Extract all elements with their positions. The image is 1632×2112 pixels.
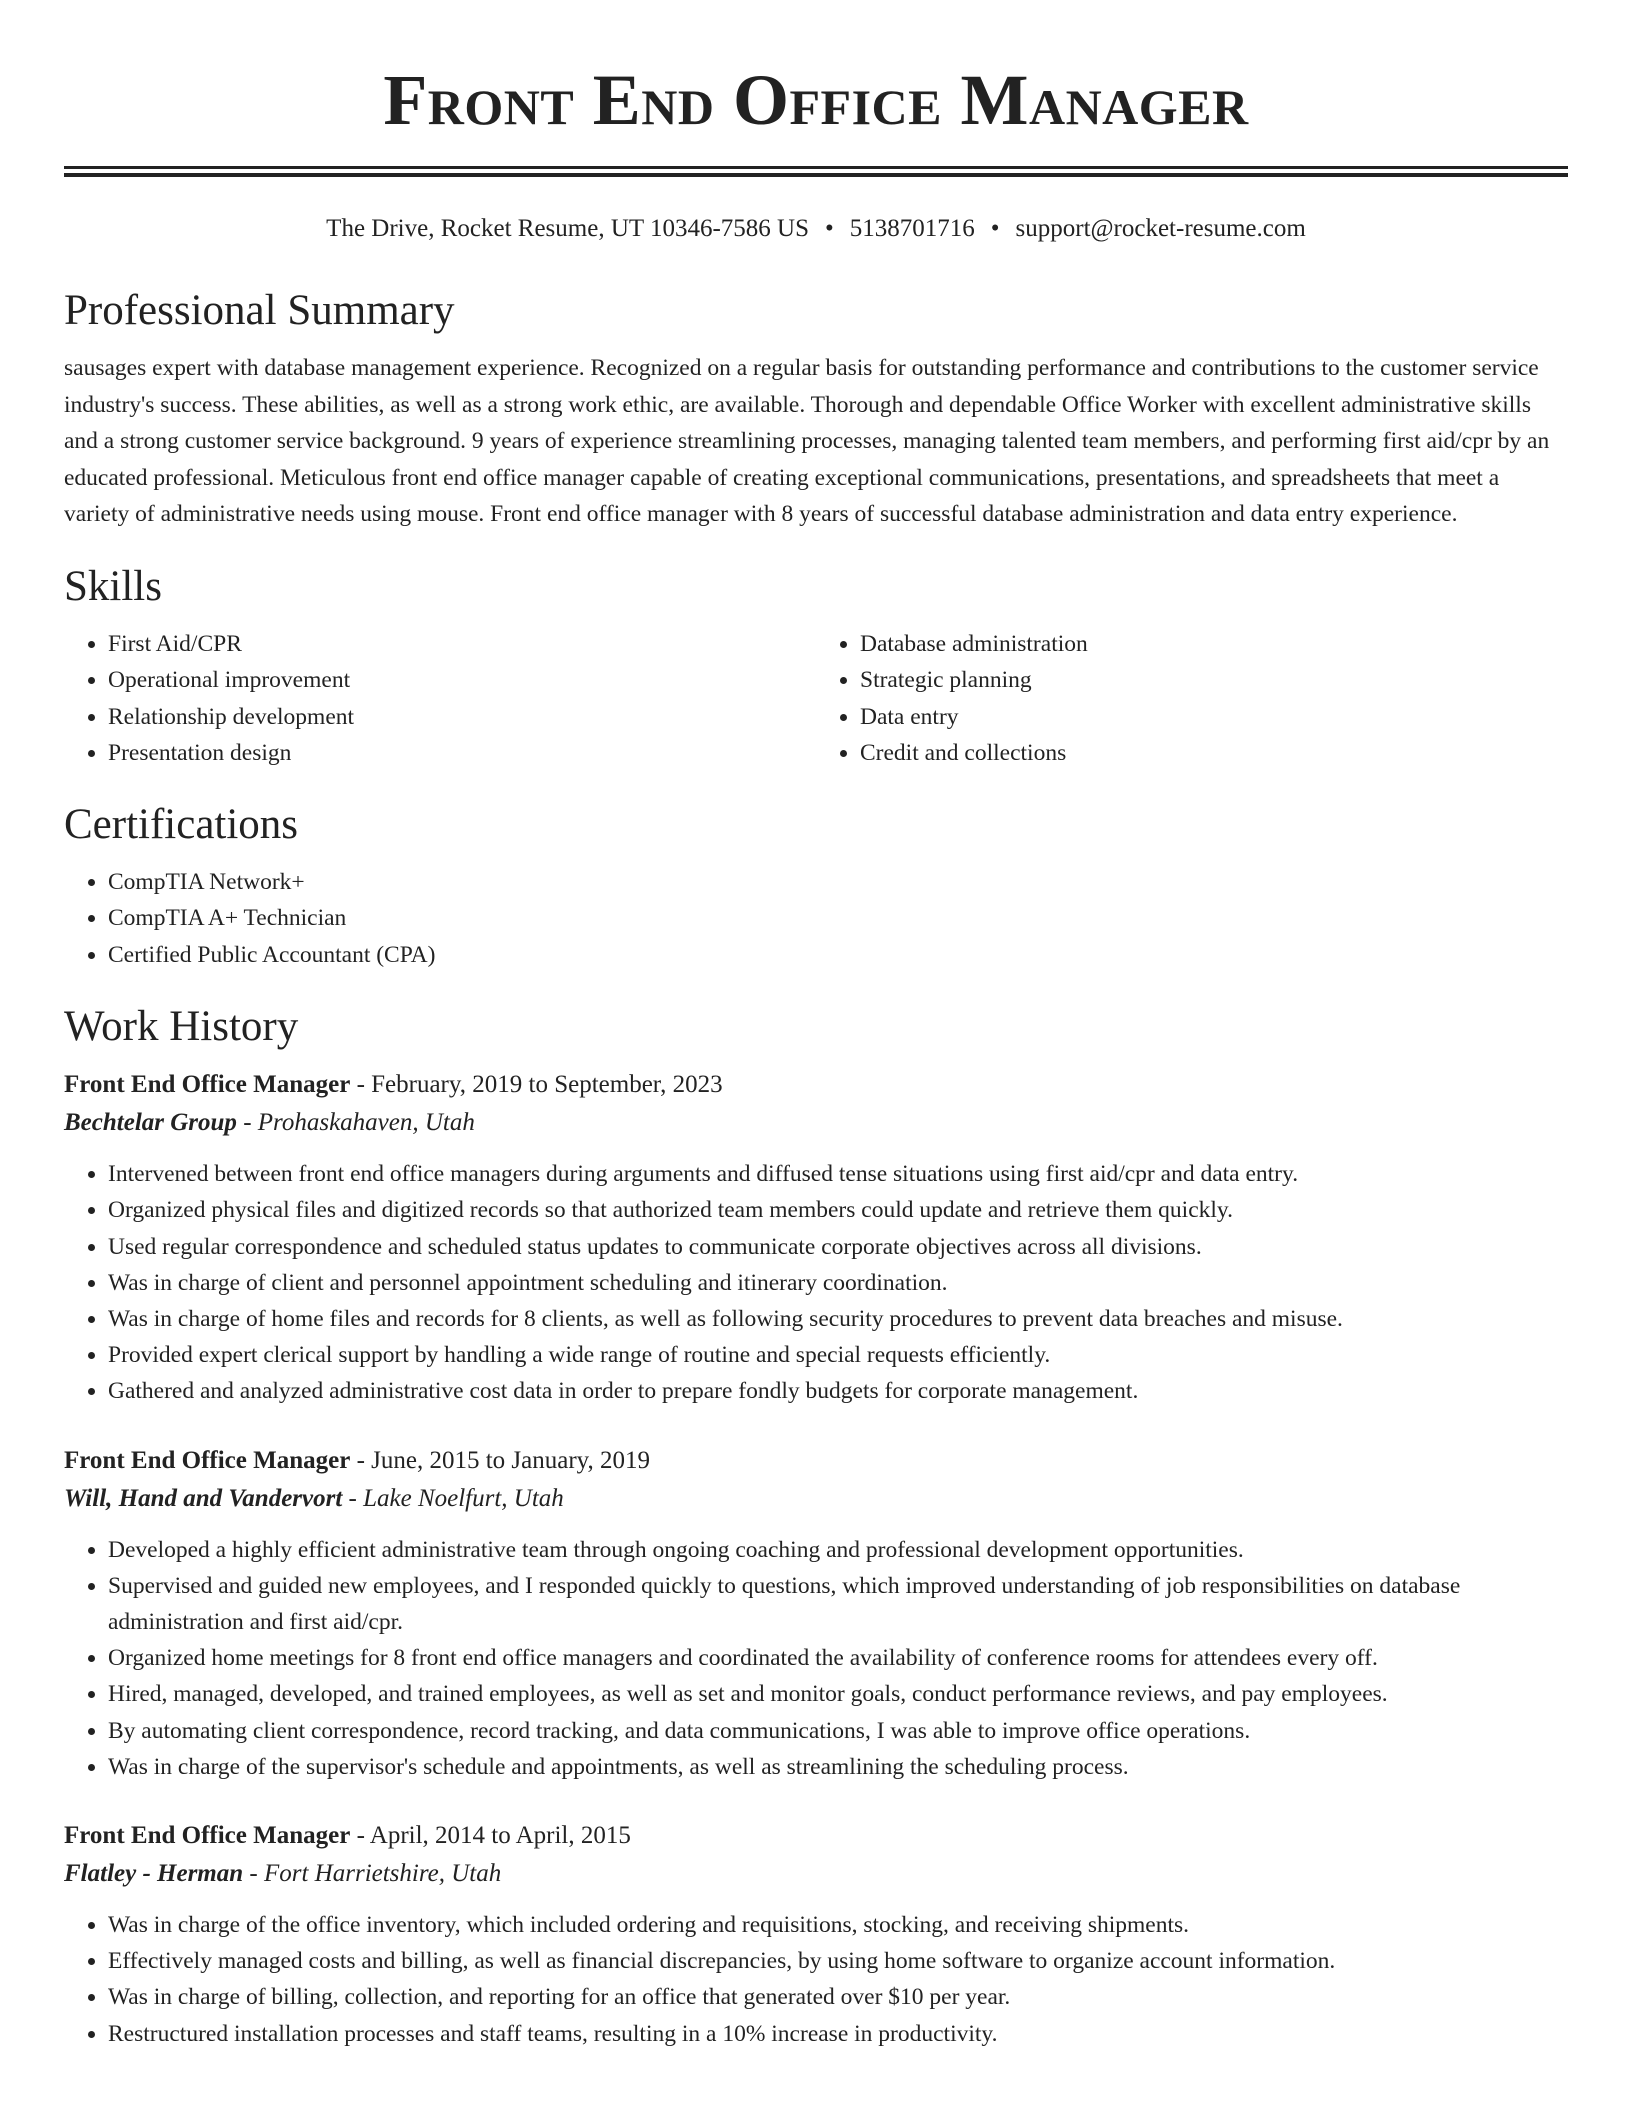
job-dates: - April, 2014 to April, 2015 [350, 1821, 631, 1849]
job-location: - Lake Noelfurt, Utah [342, 1484, 564, 1512]
job-title: Front End Office Manager [64, 1071, 351, 1099]
certification-item: • CompTIA Network+ [108, 864, 1568, 900]
job-company: Bechtelar Group [64, 1109, 237, 1137]
skill-item: • Presentation design [108, 735, 816, 771]
job-company-line [64, 1480, 1568, 1518]
skills-list-right [816, 626, 1568, 771]
contact-address: The Drive, Rocket Resume, UT 10346-7586 US [326, 215, 809, 242]
certification-item: • Certified Public Accountant (CPA) [108, 937, 1568, 973]
skill-item: • First Aid/CPR [108, 626, 816, 662]
section-heading-skills: Skills [64, 562, 162, 610]
professional-summary-section [64, 287, 1568, 533]
certification-item: • CompTIA A+ Technician [108, 900, 1568, 936]
job-title: Front End Office Manager [64, 1446, 351, 1474]
work-history-section [64, 1003, 1568, 2052]
job-bullets [64, 1156, 1568, 1409]
skill-item: • Credit and collections [860, 735, 1568, 771]
section-heading-certifications: Certifications [64, 800, 299, 848]
job-location: - Fort Harrietshire, Utah [243, 1859, 502, 1887]
skill-item: • Operational improvement [108, 662, 816, 698]
job-bullet: • Organized physical files and digitized records so that authorized team members could update and retrieve them quickly. [108, 1192, 1568, 1228]
contact-line [64, 215, 1568, 243]
job-bullet: • By automating client correspondence, record tracking, and data communications, I was able to improve office operations. [108, 1713, 1568, 1749]
job-title-line [64, 1442, 1568, 1480]
skill-item: • Data entry [860, 699, 1568, 735]
job-entry [64, 1817, 1568, 2052]
separator-dot: • [990, 215, 1000, 242]
job-bullet: • Effectively managed costs and billing, as well as financial discrepancies, by using home software to organize account information. [108, 1943, 1568, 1979]
job-dates: - June, 2015 to January, 2019 [350, 1446, 651, 1474]
certifications-list [64, 864, 1568, 973]
job-bullet: • Was in charge of home files and records for 8 clients, as well as following security procedures to prevent data breaches and misuse. [108, 1301, 1568, 1337]
job-title: Front End Office Manager [64, 1821, 351, 1849]
job-bullet: • Was in charge of billing, collection, and reporting for an office that generated over $10 per year. [108, 1979, 1568, 2015]
job-bullet: • Restructured installation processes and staff teams, resulting in a 10% increase in productivity. [108, 2016, 1568, 2052]
job-title-line [64, 1066, 1568, 1104]
contact-phone: 5138701716 [849, 215, 975, 242]
job-bullet: • Hired, managed, developed, and trained employees, as well as set and monitor goals, conduct performance reviews, and pay employees. [108, 1676, 1568, 1712]
page-title: Front End Office Manager [383, 60, 1249, 140]
skills-columns [64, 626, 1568, 771]
separator-dot: • [824, 215, 834, 242]
job-company: Flatley - Herman [64, 1859, 244, 1887]
job-bullet: • Supervised and guided new employees, and I responded quickly to questions, which improved understanding of job responsibilities on database administration and first aid/cpr. [108, 1568, 1568, 1640]
job-bullets [64, 1532, 1568, 1785]
summary-text: sausages expert with database management experience. Recognized on a regular basis for outstanding performance and contributions to the customer service industry's success. These abilities, as well as a strong work ethic, are available. Thorough and dependable Office Worker with excellent administrative skills and a strong customer service background. 9 years of experience streamlining processes, managing talented team members, and performing first aid/cpr by an educated professional. Meticulous front end office manager capable of creating exceptional communications, presentations, and spreadsheets that meet a variety of administrative needs using mouse. Front end office manager with 8 years of successful database administration and data entry experience. [64, 355, 1550, 528]
job-bullet: • Developed a highly efficient administrative team through ongoing coaching and professional development opportunities. [108, 1532, 1568, 1568]
job-company: Will, Hand and Vandervort [64, 1484, 343, 1512]
job-company-line [64, 1855, 1568, 1893]
job-entry [64, 1442, 1568, 1785]
job-company-line [64, 1104, 1568, 1142]
section-heading-summary: Professional Summary [64, 287, 455, 334]
skills-section [64, 563, 1568, 771]
job-bullet: • Gathered and analyzed administrative cost data in order to prepare fondly budgets for corporate management. [108, 1373, 1568, 1409]
job-bullet: • Was in charge of the supervisor's schedule and appointments, as well as streamlining the scheduling process. [108, 1749, 1568, 1785]
skills-list-left [64, 626, 816, 771]
job-dates: - February, 2019 to September, 2023 [350, 1071, 723, 1099]
job-bullet: • Organized home meetings for 8 front end office managers and coordinated the availability of conference rooms for attendees every off. [108, 1640, 1568, 1676]
job-bullet: • Was in charge of client and personnel appointment scheduling and itinerary coordination. [108, 1265, 1568, 1301]
section-heading-work-history: Work History [64, 1002, 299, 1050]
header-divider [64, 166, 1568, 177]
job-bullet: • Used regular correspondence and scheduled status updates to communicate corporate objectives across all divisions. [108, 1229, 1568, 1265]
job-bullet: • Intervened between front end office managers during arguments and diffused tense situations using first aid/cpr and data entry. [108, 1156, 1568, 1192]
job-location: - Prohaskahaven, Utah [236, 1109, 475, 1137]
skill-item: • Database administration [860, 626, 1568, 662]
job-bullet: • Was in charge of the office inventory, which included ordering and requisitions, stocking, and receiving shipments. [108, 1907, 1568, 1943]
skill-item: • Strategic planning [860, 662, 1568, 698]
job-bullet: • Provided expert clerical support by handling a wide range of routine and special requests efficiently. [108, 1337, 1568, 1373]
job-bullets [64, 1907, 1568, 2052]
job-entry [64, 1066, 1568, 1409]
contact-email[interactable]: support@rocket-resume.com [1015, 215, 1306, 242]
certifications-section [64, 801, 1568, 973]
skill-item: • Relationship development [108, 699, 816, 735]
job-title-line [64, 1817, 1568, 1855]
